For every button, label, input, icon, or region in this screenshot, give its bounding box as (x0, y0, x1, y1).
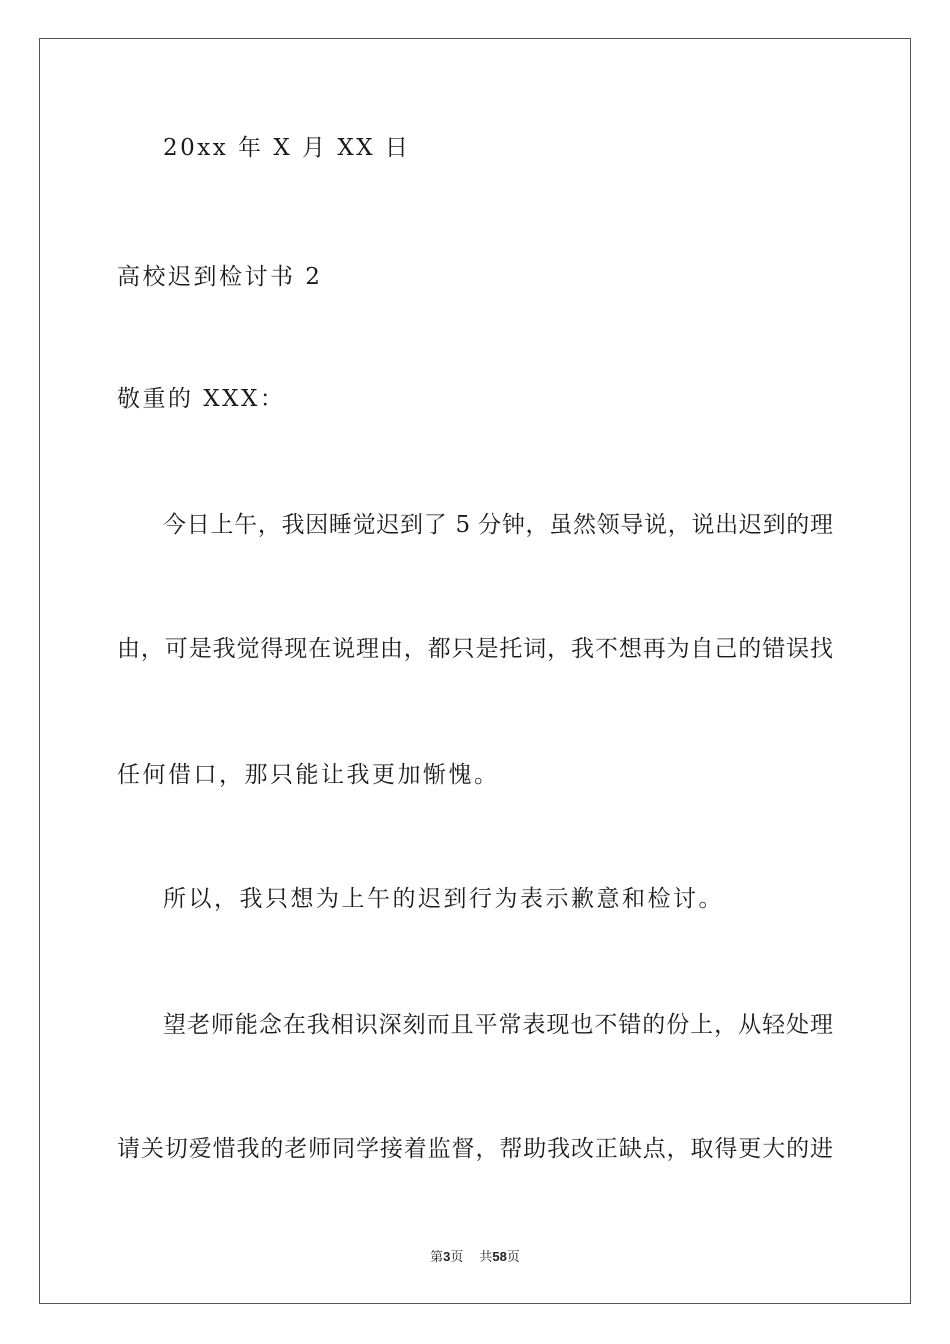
document-title: 高校迟到检讨书 2 (117, 264, 323, 290)
total-suffix: 页 (506, 1250, 520, 1265)
total-page-count: 58 (492, 1249, 507, 1264)
body-line-4: 所以，我只想为上午的迟到行为表示歉意和检讨。 (163, 886, 724, 912)
total-prefix: 共 (479, 1250, 493, 1265)
page-border (39, 38, 911, 1304)
date-line: 20xx 年 X 月 XX 日 (163, 135, 411, 161)
body-line-3: 任何借口，那只能让我更加惭愧。 (117, 762, 500, 788)
page-prefix: 第 (430, 1250, 444, 1265)
current-page-number: 3 (443, 1249, 451, 1264)
body-line-1: 今日上午，我因睡觉迟到了 5 分钟，虽然领导说，说出迟到的理 (163, 512, 833, 538)
page-suffix: 页 (450, 1250, 464, 1265)
body-line-6: 请关切爱惜我的老师同学接着监督，帮助我改正缺点，取得更大的进 (117, 1136, 833, 1162)
body-line-2: 由，可是我觉得现在说理由，都只是托词，我不想再为自己的错误找 (117, 636, 833, 662)
body-line-5: 望老师能念在我相识深刻而且平常表现也不错的份上，从轻处理 (163, 1012, 833, 1038)
salutation: 敬重的 XXX： (117, 386, 286, 412)
page-footer (0, 1248, 950, 1267)
